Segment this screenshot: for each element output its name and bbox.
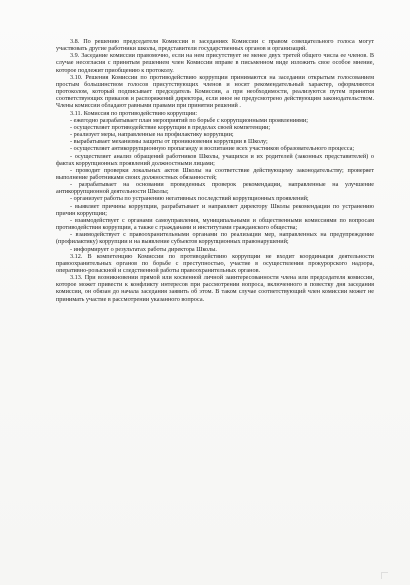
paragraph-3-8: 3.8. По решению председателя Комиссии в заседаниях Комиссии с правом совещательного голоса могут участвовать другие работники школы, представители государственных органов и организаций. xyxy=(56,38,374,53)
list-item: - информирует о результатах работы директора Школы. xyxy=(70,245,217,253)
list-item: - разрабатывает на основании проведенных проверок рекомендации, направленные на улучшение антикоррупционной деятельности Школы; xyxy=(56,181,374,196)
paragraph-3-13: 3.13. При возникновении прямой или косвенной личной заинтересованности члена или председателя комиссии, которое может привести к конфликту интересов при рассмотрении вопроса, включенного в повестку дня заседания комиссии, он обязан до начала заседания заявить об этом. В таком случае соответствующий член комиссии может не принимать участие в рассмотрении указанного вопроса. xyxy=(56,274,374,303)
list-item: - осуществляет противодействие коррупции в пределах своей компетенции; xyxy=(70,123,271,131)
scan-corner-mark xyxy=(381,572,388,579)
paragraph-3-12: 3.12. В компетенцию Комиссии по противодействию коррупции не входит координация деятельности правоохранительных органов по борьбе с преступностью, участие в осуществлении прокурорского надзора, оперативно-розыскной и следственной работы правоохранительных органов. xyxy=(56,252,374,274)
list-item: - организует работы по устранению негативных последствий коррупционных проявлений; xyxy=(70,195,309,203)
list-item: - осуществляет анализ обращений работников Школы, учащихся и их родителей (законных представителей) о фактах коррупционных проявлений должностными лицами; xyxy=(56,152,374,167)
paragraph-3-9: 3.9. Заседание комиссии правомочно, если на нем присутствует не менее двух третей общего числа ее членов. В случае несогласия с принятым решением член Комиссии вправе в письменном виде изложить свое особое мнение, которое подлежит приобщению к протоколу. xyxy=(56,52,374,74)
list-item: - выявляет причины коррупции, разрабатывает и направляет директору Школы рекомендации по устранению причин коррупции; xyxy=(56,202,374,217)
paragraph-3-10: 3.10. Решения Комиссии по противодействию коррупции принимаются на заседании открытым голосованием простым большинством голосов присутствующих членов и носят рекомендательный характер, оформляются протоколом, который подписывает председатель Комиссии, а при необходимости, реализуются путем принятия соответствующих приказов и распоряжений директора, если иное не предусмотрено действующим законодательством. Члены комиссии обладают равными правами при принятии решений . xyxy=(56,73,374,110)
list-item: - взаимодействует с правоохранительными органами по реализации мер, направленных на предупреждение (профилактику) коррупции и на выявление субъектов коррупционных правонарушений; xyxy=(56,231,374,246)
list-item: - взаимодействует с органами самоуправления, муниципальными и общественными комиссиями по вопросам противодействия коррупции, а также с гражданами и институтами гражданского общества; xyxy=(56,216,374,232)
document-body xyxy=(56,38,374,303)
paragraph-3-11: 3.11. Комиссия по противодействию коррупции: xyxy=(70,109,198,117)
list-item: - реализует меры, направленные на профилактику коррупции; xyxy=(70,131,234,139)
list-item: - осуществляет антикоррупционную пропаганду и воспитание всех участников образовательного процесса; xyxy=(70,145,355,153)
list-item: - проводит проверки локальных актов Школы на соответствие действующему законодательству; проверяет выполнение работниками своих должностных обязанностей; xyxy=(56,166,374,181)
list-item: - ежегодно разрабатывает план мероприятий по борьбе с коррупционными проявлениями; xyxy=(70,116,308,124)
list-item: - вырабатывает механизмы защиты от проникновения коррупции в Школу; xyxy=(70,138,268,146)
